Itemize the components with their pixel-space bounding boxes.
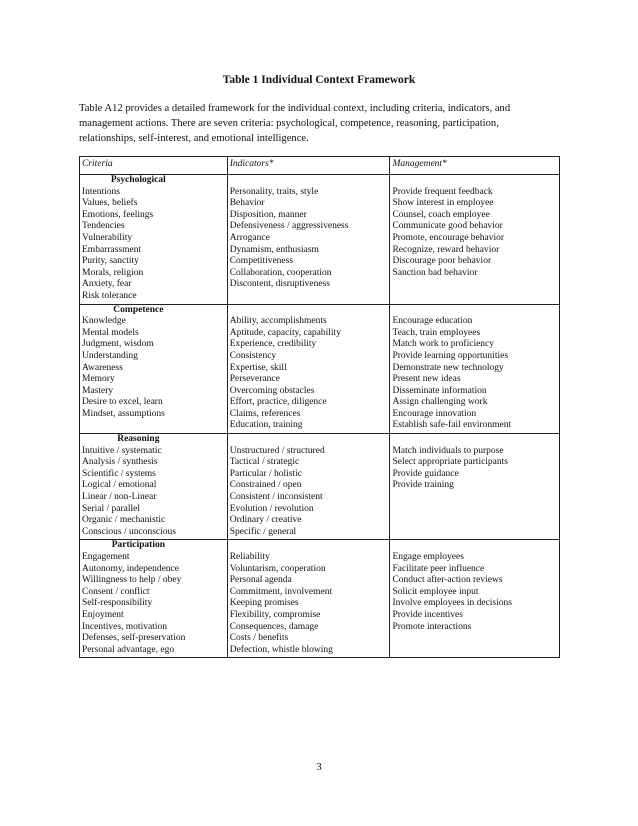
section-row-participation [80, 540, 560, 658]
management-item: Demonstrate new technology [392, 362, 504, 373]
criteria-item: Conscious / unconscious [82, 526, 176, 537]
indicators-item: Overcoming obstacles [229, 385, 315, 396]
intro-line: Table A12 provides a detailed framework for the individual context, including criteria, indicators, and [79, 103, 511, 114]
cell-spacer [392, 305, 557, 317]
management-item: Solicit employee input [392, 586, 479, 597]
indicators-item: Disposition, manner [229, 209, 307, 220]
management-item: Select appropriate participants [392, 457, 508, 468]
management-item: Teach, train employees [392, 327, 481, 338]
management-item: Disseminate information [392, 385, 487, 396]
management-cell [390, 304, 560, 434]
indicators-cell [227, 540, 390, 658]
indicators-item: Collaboration, cooperation [229, 267, 332, 278]
criteria-item: Understanding [82, 350, 138, 361]
management-item: Communicate good behavior [392, 221, 503, 232]
management-item: Encourage innovation [392, 408, 477, 419]
criteria-cell [80, 434, 228, 540]
criteria-item: Autonomy, independence [82, 563, 179, 574]
indicators-item: Costs / benefits [229, 633, 289, 644]
management-item: Counsel, coach employee [392, 209, 490, 220]
management-item: Engage employees [392, 552, 464, 562]
section-heading: Psychological [110, 175, 166, 185]
cell-spacer [392, 175, 557, 187]
indicators-cell [227, 304, 390, 434]
criteria-cell [80, 304, 228, 434]
indicators-item: Behavior [229, 198, 265, 209]
indicators-item: Competitiveness [229, 256, 294, 267]
criteria-item: Values, beliefs [82, 198, 138, 209]
cell-spacer [230, 305, 388, 317]
criteria-item: Consent / conflict [82, 586, 150, 597]
indicators-item: Consequences, damage [229, 621, 319, 632]
indicators-item: Flexibility, compromise [229, 609, 321, 620]
management-item: Provide frequent feedback [392, 186, 493, 197]
indicators-item: Tactical / strategic [229, 457, 300, 468]
criteria-item: Logical / emotional [82, 480, 157, 491]
table-title: Table 1 Individual Context Framework [222, 74, 416, 86]
indicators-item: Keeping promises [229, 598, 299, 609]
management-item: Establish safe-fail environment [392, 420, 512, 431]
criteria-cell [80, 540, 228, 658]
criteria-item: Organic / mechanistic [82, 515, 166, 526]
indicators-item: Voluntarism, cooperation [229, 563, 326, 574]
indicators-item: Expertise, skill [229, 362, 287, 373]
management-item: Sanction bad behavior [392, 267, 478, 278]
intro-paragraph [79, 101, 559, 146]
indicators-item: Defensiveness / aggressiveness [229, 221, 349, 232]
criteria-item: Incentives, motivation [82, 621, 167, 632]
intro-line: management actions. There are seven criteria: psychological, competence, reasoning, participation, [79, 118, 499, 129]
criteria-item: Awareness [82, 362, 123, 373]
indicators-item: Specific / general [229, 526, 297, 537]
intro-line: relationships, self-interest, and emotional intelligence. [79, 133, 309, 144]
management-item: Provide guidance [392, 468, 459, 479]
indicators-item: Education, training [229, 420, 303, 431]
indicators-item: Particular / holistic [229, 468, 303, 479]
criteria-item: Mindset, assumptions [82, 408, 165, 419]
management-item: Facilitate peer influence [392, 563, 485, 574]
indicators-item: Dynamism, enthusiasm [229, 244, 319, 255]
header-row [80, 157, 560, 175]
indicators-item: Ordinary / creative [229, 515, 302, 526]
criteria-item: Emotions, feelings [82, 209, 154, 220]
cell-spacer [230, 434, 388, 446]
indicators-item: Discontent, disruptiveness [229, 279, 330, 290]
management-cell [390, 540, 560, 658]
page-number: 3 [316, 762, 322, 773]
indicators-item: Arrogance [229, 232, 270, 243]
management-item: Assign challenging work [392, 397, 488, 408]
indicators-item: Defection, whistle blowing [229, 644, 333, 655]
header-criteria: Criteria [80, 157, 228, 175]
management-item: Present new ideas [392, 374, 461, 385]
criteria-item: Judgment, wisdom [82, 339, 154, 350]
criteria-item: Purity, sanctity [82, 256, 139, 267]
criteria-item: Mental models [82, 327, 139, 338]
criteria-item: Memory [82, 374, 115, 385]
indicators-item: Perseverance [229, 374, 280, 385]
criteria-item: Linear / non-Linear [82, 492, 157, 503]
criteria-item: Morals, religion [82, 267, 144, 278]
header-indicators: Indicators* [227, 157, 390, 175]
management-item: Discourage poor behavior [392, 256, 492, 267]
indicators-item: Ability, accomplishments [229, 316, 327, 327]
cell-spacer [230, 175, 388, 187]
criteria-item: Intuitive / systematic [82, 445, 162, 456]
indicators-item: Evolution / revolution [229, 503, 314, 514]
management-item: Provide incentives [392, 609, 463, 620]
section-heading: Participation [111, 540, 166, 551]
management-item: Promote, encourage behavior [392, 232, 505, 243]
management-item: Provide training [392, 480, 454, 491]
management-item: Match work to proficiency [392, 339, 495, 350]
management-item: Promote interactions [392, 621, 472, 632]
management-item: Conduct after-action reviews [392, 575, 503, 586]
management-item: Provide learning opportunities [392, 350, 509, 361]
indicators-item: Claims, references [229, 408, 301, 419]
management-item: Show interest in employee [392, 198, 494, 209]
criteria-item: Scientific / systems [82, 468, 156, 479]
indicators-item: Personal agenda [229, 575, 292, 586]
indicators-item: Personality, traits, style [229, 186, 319, 197]
criteria-item: Mastery [82, 385, 114, 396]
indicators-item: Experience, credibility [229, 339, 317, 350]
indicators-item: Effort, practice, diligence [229, 397, 327, 408]
cell-spacer [230, 540, 388, 552]
criteria-item: Willingness to help / obey [82, 575, 182, 586]
indicators-item: Aptitude, capacity, capability [229, 327, 341, 338]
criteria-item: Knowledge [82, 316, 126, 327]
cell-spacer [392, 540, 557, 552]
section-row-reasoning [80, 434, 560, 540]
indicators-item: Consistent / inconsistent [229, 492, 323, 503]
management-item: Match individuals to purpose [392, 445, 504, 456]
criteria-item: Enjoyment [82, 609, 124, 620]
criteria-item: Analysis / synthesis [82, 457, 158, 468]
indicators-cell [227, 175, 390, 305]
management-item: Involve employees in decisions [392, 598, 512, 609]
cell-spacer [392, 434, 557, 446]
criteria-item: Desire to excel, learn [82, 397, 163, 408]
header-management: Management* [390, 157, 560, 175]
management-cell [390, 434, 560, 540]
indicators-item: Unstructured / structured [229, 445, 325, 456]
criteria-item: Embarrassment [82, 244, 142, 255]
criteria-item: Engagement [82, 552, 130, 562]
criteria-item: Risk tolerance [82, 290, 137, 301]
section-heading: Competence [113, 304, 164, 315]
criteria-cell [80, 175, 228, 305]
section-heading: Reasoning [117, 434, 160, 445]
section-row-psychological [80, 175, 560, 305]
management-cell [390, 175, 560, 305]
management-item: Encourage education [392, 316, 473, 327]
indicators-item: Commitment, involvement [229, 586, 333, 597]
indicators-item: Consistency [229, 350, 277, 361]
indicators-item: Constrained / open [229, 480, 302, 491]
criteria-item: Personal advantage, ego [82, 644, 175, 655]
indicators-item: Reliability [229, 552, 270, 562]
management-item: Recognize, reward behavior [392, 244, 500, 255]
criteria-item: Anxiety, fear [82, 279, 132, 290]
context-framework-table [79, 156, 560, 658]
section-row-competence [80, 304, 560, 434]
criteria-item: Defenses, self-preservation [82, 633, 186, 644]
criteria-item: Intentions [82, 186, 120, 197]
criteria-item: Serial / parallel [82, 503, 141, 514]
criteria-item: Self-responsibility [82, 598, 153, 609]
criteria-item: Vulnerability [82, 232, 133, 243]
criteria-item: Tendencies [82, 221, 125, 232]
indicators-cell [227, 434, 390, 540]
